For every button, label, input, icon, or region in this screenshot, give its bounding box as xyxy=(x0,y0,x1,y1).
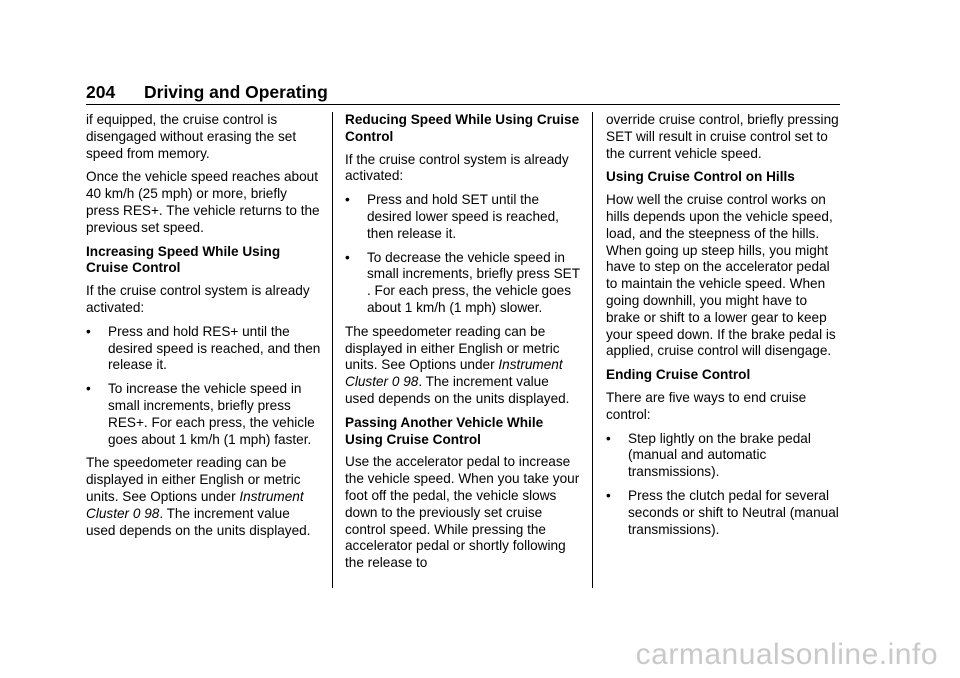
column-1 xyxy=(86,112,322,546)
paragraph: There are five ways to end cruise control: xyxy=(606,389,807,422)
bullet-marker: • xyxy=(606,487,611,503)
page-header xyxy=(86,82,328,103)
bullet-text: To increase the vehicle speed in small increments, briefly press RES+. For each press, the vehicle goes about 1 km/h (1 mph) faster. xyxy=(108,381,315,447)
section-heading: Using Cruise Control on Hills xyxy=(606,169,795,185)
paragraph: If the cruise control system is already activated: xyxy=(345,151,569,184)
bullet-marker: • xyxy=(86,323,91,339)
bullet-text: To decrease the vehicle speed in small increments, briefly press SET . For each press, the vehicle goes about 1 km/h (1 mph) slower. xyxy=(367,249,580,315)
page-ref-arrow-icon: 0 xyxy=(391,374,400,390)
bullet-item xyxy=(345,250,581,317)
watermark: carmanualsonline.info xyxy=(635,638,938,671)
column-3 xyxy=(606,112,842,545)
bullet-marker: • xyxy=(345,249,350,265)
paragraph: If the cruise control system is already activated: xyxy=(86,283,310,315)
column-2 xyxy=(345,112,581,579)
paragraph xyxy=(86,455,322,539)
section-heading: Ending Cruise Control xyxy=(606,367,751,383)
link-page: 98 xyxy=(144,505,160,521)
bullet-item xyxy=(606,488,842,538)
bullet-text: Press the clutch pedal for several seconds or shift to Neutral (manual transmissions). xyxy=(628,487,839,537)
bullet-item xyxy=(345,192,581,242)
bullet-marker: • xyxy=(86,381,91,397)
section-heading: Passing Another Vehicle While Using Cruise Control xyxy=(345,414,544,447)
paragraph: Use the accelerator pedal to increase the vehicle speed. When you take your foot off the pedal, the vehicle slows down to the previously set cruise control speed. While pressing the accelerator pedal or shortly following the release to xyxy=(345,454,580,571)
paragraph: override cruise control, briefly pressing SET will result in cruise control set to the current vehicle speed. xyxy=(606,112,839,161)
paragraph-text: The speedometer reading can be displayed in either English or metric units. See Options under xyxy=(86,455,301,504)
paragraph-text-tail: . The increment value used depends on the units displayed. xyxy=(86,505,311,538)
paragraph: if equipped, the cruise control is disengaged without erasing the set speed from memory. xyxy=(86,112,297,161)
bullet-item xyxy=(86,324,322,374)
bullet-item xyxy=(606,431,842,481)
bullet-text: Press and hold RES+ until the desired speed is reached, and then release it. xyxy=(108,323,321,373)
paragraph: Once the vehicle speed reaches about 40 km/h (25 mph) or more, briefly press RES+. The vehicle returns to the previous set speed. xyxy=(86,169,320,235)
bullet-text: Press and hold SET until the desired lower speed is reached, then release it. xyxy=(367,192,559,241)
column-divider-2 xyxy=(592,112,593,588)
paragraph: How well the cruise control works on hills depends upon the vehicle speed, load, and the steepness of the hills. When going up steep hills, you might have to step on the accelerator pedal to maintain the vehicle speed. When going downhill, you might have to brake or shift to a lower gear to keep your speed down. If the brake pedal is applied, cruise control will disengage. xyxy=(606,192,836,359)
section-heading: Increasing Speed While Using Cruise Control xyxy=(86,243,281,276)
link-page: 98 xyxy=(403,374,419,390)
link-text: Instrument Cluster xyxy=(345,357,563,390)
section-title: Driving and Operating xyxy=(144,82,328,102)
column-divider-1 xyxy=(332,112,333,588)
paragraph-text: The speedometer reading can be displayed in either English or metric units. See Options under xyxy=(345,323,560,373)
bullet-marker: • xyxy=(606,430,611,446)
paragraph-text-tail: . The increment value used depends on the units displayed. xyxy=(345,374,570,406)
bullet-text: Step lightly on the brake pedal (manual and automatic transmissions). xyxy=(628,430,811,480)
page-ref-arrow-icon: 0 xyxy=(132,505,141,521)
bullet-marker: • xyxy=(345,192,350,208)
bullet-item xyxy=(86,381,322,448)
header-rule xyxy=(86,104,840,105)
page-number: 204 xyxy=(86,82,116,102)
paragraph xyxy=(345,324,581,408)
section-heading: Reducing Speed While Using Cruise Control xyxy=(345,112,580,144)
link-text: Instrument Cluster xyxy=(86,488,304,521)
